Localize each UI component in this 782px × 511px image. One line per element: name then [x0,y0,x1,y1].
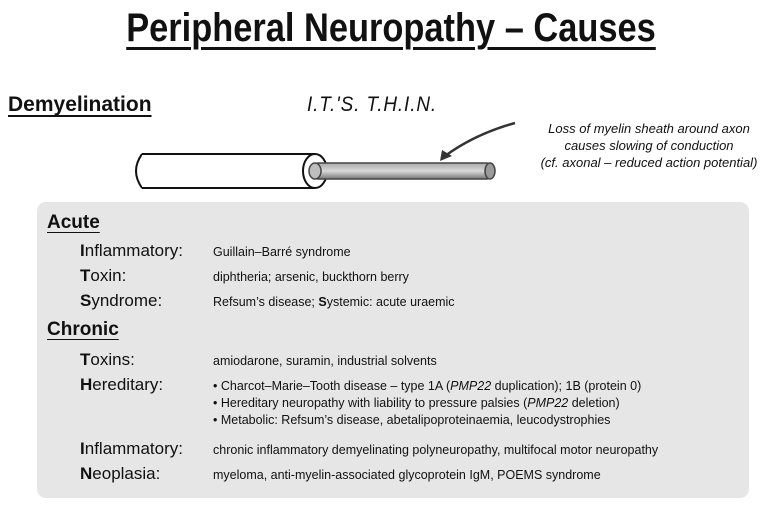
hereditary-bullet-1: • Charcot–Marie–Tooth disease – type 1A (PMP22 duplication); 1B (protein 0) [213,379,641,394]
acute-heading: Acute [47,212,100,233]
syndrome-label: Syndrome: [80,291,163,310]
hereditary-label: Hereditary: [80,375,164,394]
pointer-arrow [445,123,515,156]
chronic-heading: Chronic [47,319,119,340]
neoplasia-value: myeloma, anti-myelin-associated glycoprotein IgM, POEMS syndrome [213,468,601,482]
neoplasia-label: Neoplasia: [80,464,161,483]
section-heading: Demyelination [8,93,152,116]
myelin-sheath [136,154,327,188]
chronic-inflammatory-value: chronic inflammatory demyelinating polyneuropathy, multifocal motor neuropathy [213,443,659,457]
toxins-value: amiodarone, suramin, industrial solvents [213,354,437,368]
toxin-label: Toxin: [80,266,127,285]
page-title: Peripheral Neuropathy – Causes [126,6,656,50]
toxins-label: Toxins: [80,350,135,369]
hereditary-bullet-2: • Hereditary neuropathy with liability to pressure palsies (PMP22 deletion) [213,396,620,411]
axon [309,163,495,179]
toxin-value: diphtheria; arsenic, buckthorn berry [213,270,409,284]
mnemonic: I.T.'S. T.H.I.N. [307,93,438,116]
inflammatory-value: Guillain–Barré syndrome [213,245,351,259]
chronic-inflammatory-label: Inflammatory: [80,439,183,458]
diagram-note: Loss of myelin sheath around axon causes slowing of conduction (cf. axonal – reduced action potential) [540,121,758,170]
syndrome-value: Refsum’s disease; Systemic: acute uraemic [213,295,455,309]
hereditary-bullet-3: • Metabolic: Refsum’s disease, abetalipoproteinaemia, leucodystrophies [213,413,610,428]
inflammatory-label: Inflammatory: [80,241,183,260]
nerve-fiber-diagram [120,120,520,195]
